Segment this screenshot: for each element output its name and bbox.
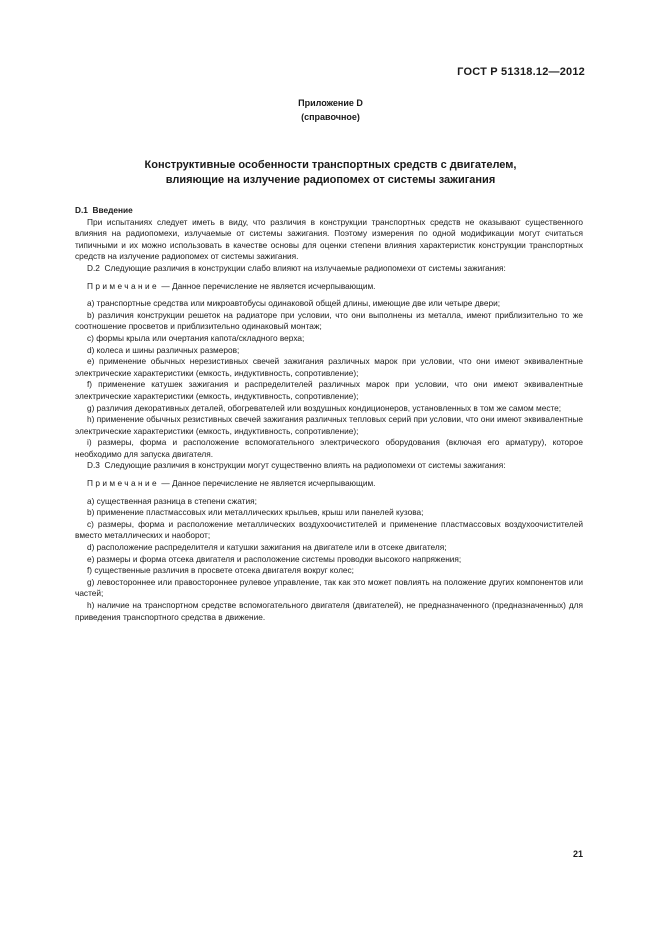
- list-item: d) расположение распределителя и катушки зажигания на двигателе или в отсеке двигателя;: [87, 542, 447, 553]
- appendix-title: Приложение D: [298, 98, 363, 108]
- section-d3-list: [75, 496, 583, 624]
- note-label: Примечание: [87, 280, 160, 291]
- section-text: Следующие различия в конструкции могут существенно влиять на радиопомехи от системы зажигания:: [104, 460, 506, 471]
- list-item: f) применение катушек зажигания и распределителей различных марок при условии, что они имеют эквивалентные электрические характеристики (емкость, индуктивность, сопротивление);: [75, 379, 583, 401]
- section-d3-paragraph: [75, 460, 583, 472]
- section-d1-text: При испытаниях следует иметь в виду, что различия в конструкции транспортных средств не оказывают существенного влияния на радиопомехи, излучаемые от системы зажигания. Поэтому измерения по одной модификации могут считаться типичными и их можно использовать в качестве основы для оценки степени влияния характеристик конструкции транспортных средств на излучение радиопомех от системы зажигания.: [75, 216, 583, 262]
- section-number: D.2: [87, 262, 100, 273]
- appendix-subtitle: (справочное): [301, 112, 360, 122]
- document-body: [75, 205, 583, 623]
- section-d2-list: [75, 298, 583, 460]
- page-title-line2: влияющие на излучение радиопомех от системы зажигания: [165, 174, 496, 186]
- list-item: b) применение пластмассовых или металлических крыльев, крыш или панелей кузова;: [87, 507, 424, 518]
- section-d2-note: [75, 281, 583, 293]
- note-label: Примечание: [87, 478, 160, 489]
- list-item: c) размеры, форма и расположение металлических воздухоочистителей и применение пластмассовых воздухоочистителей вместо металлических и наоборот;: [75, 518, 583, 541]
- list-item: i) размеры, форма и расположение вспомогательного электрического оборудования (включая его арматуру), которое необходимо для запуска двигателя.: [75, 437, 583, 459]
- section-number: D.3: [87, 460, 100, 471]
- list-item: c) формы крыла или очертания капота/складного верха;: [87, 332, 305, 343]
- page-title-line1: Конструктивные особенности транспортных средств с двигателем,: [144, 159, 517, 171]
- list-item: a) существенная разница в степени сжатия;: [87, 495, 257, 506]
- list-item: h) применение обычных резистивных свечей зажигания различных тепловых серий при условии, что они имеют эквивалентные электрические характеристики (емкость, индуктивность, сопротивление);: [75, 414, 583, 436]
- section-title: Введение: [92, 205, 133, 215]
- list-item: g) левостороннее или правостороннее рулевое управление, так как это может повлиять на положение других компонентов или частей;: [75, 576, 583, 599]
- appendix-heading: [0, 96, 661, 124]
- section-d2-paragraph: [75, 263, 583, 275]
- section-number: D.1: [75, 205, 88, 215]
- list-item: h) наличие на транспортном средстве вспомогательного двигателя (двигателей), не предназначенного (предназначенных) для приведения транспортного средства в движение.: [75, 600, 583, 622]
- page-title: [0, 158, 661, 188]
- list-item: f) существенные различия в просвете отсека двигателя вокруг колес;: [87, 565, 354, 576]
- list-item: b) различия конструкции решеток на радиаторе при условии, что они выполнены из металла, имеют приблизительно то же соотношение просветов и приблизительно одинаковый монтаж;: [75, 309, 583, 332]
- list-item: g) различия декоративных деталей, обогревателей или воздушных кондиционеров, установленных в том же самом месте;: [87, 402, 562, 413]
- document-id: ГОСТ Р 51318.12—2012: [457, 66, 585, 78]
- list-item: a) транспортные средства или микроавтобусы одинаковой общей длины, имеющие две или четыре двери;: [87, 298, 501, 309]
- note-text: — Данное перечисление не является исчерпывающим.: [161, 478, 376, 489]
- section-d1-heading: [75, 205, 583, 217]
- list-item: e) размеры и форма отсека двигателя и расположение системы проводки высокого напряжения;: [87, 553, 462, 564]
- list-item: d) колеса и шины различных размеров;: [87, 344, 240, 355]
- page-number: 21: [572, 849, 583, 859]
- section-d3-note: [75, 478, 583, 490]
- list-item: e) применение обычных нерезистивных свечей зажигания различных марок при условии, что они имеют эквивалентные электрические характеристики (емкость, индуктивность, сопротивление);: [75, 356, 583, 378]
- note-text: — Данное перечисление не является исчерпывающим.: [161, 280, 376, 291]
- section-text: Следующие различия в конструкции слабо влияют на излучаемые радиопомехи от системы зажигания:: [104, 262, 506, 273]
